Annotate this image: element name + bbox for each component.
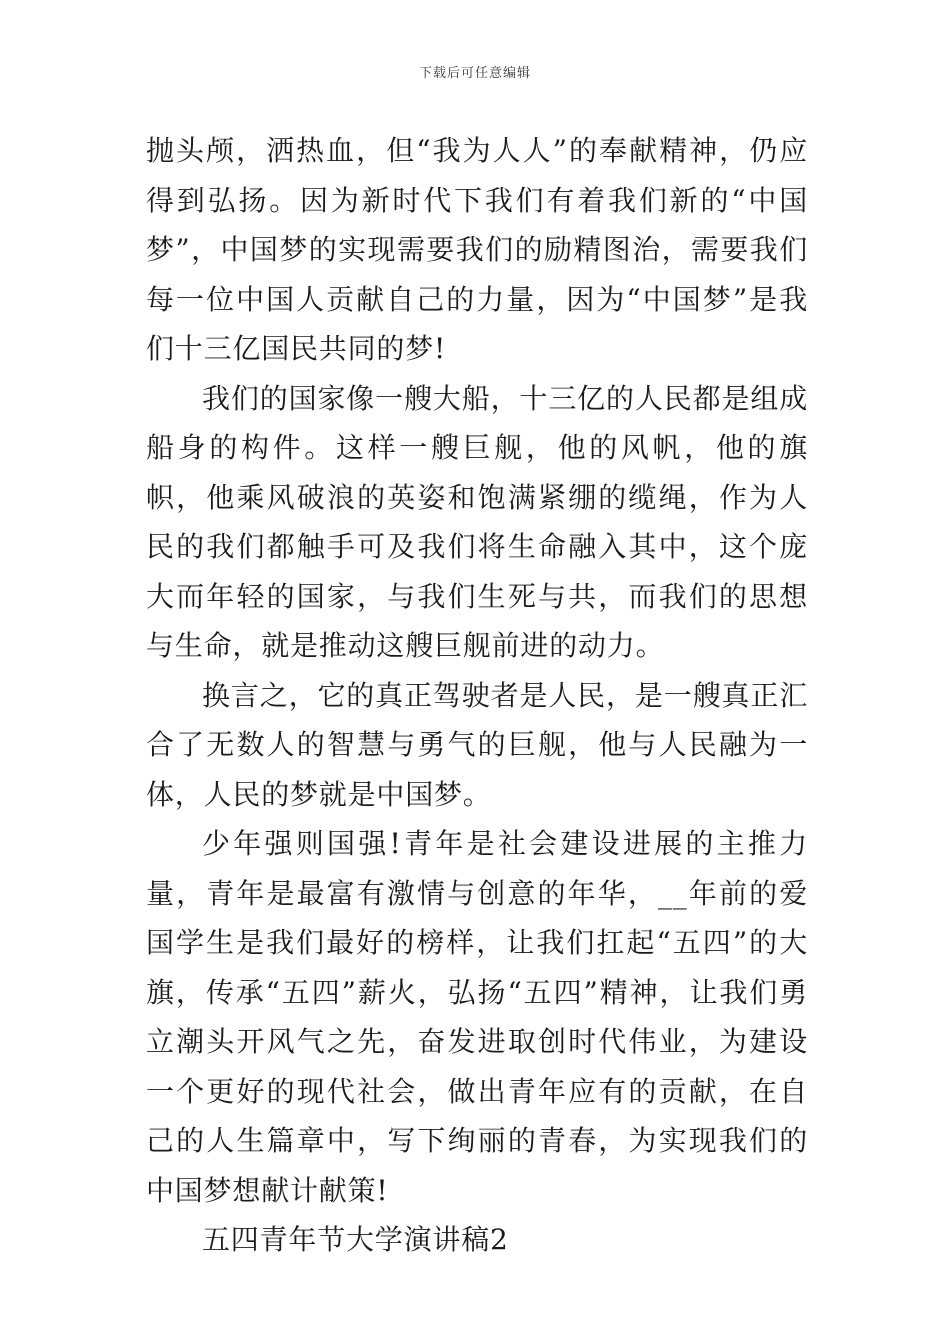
section-title: 五四青年节大学演讲稿2	[202, 1223, 509, 1256]
document-body	[146, 126, 808, 1265]
paragraph-ship-metaphor: 我们的国家像一艘大船，十三亿的人民都是组成船身的构件。这样一艘巨舰，他的风帆，他的旗帜，他乘风破浪的英姿和饱满紧绷的缆绳，作为人民的我们都触手可及我们将生命融入其中，这个庞大而年轻的国家，与我们生死与共，而我们的思想与生命，就是推动这艘巨舰前进的动力。	[146, 381, 808, 662]
page-header-note: 下载后可任意编辑	[418, 66, 531, 81]
paragraph-continuation: 抛头颅，洒热血，但“我为人人”的奉献精神，仍应得到弘扬。因为新时代下我们有着我们新的“中国梦”，中国梦的实现需要我们的励精图治，需要我们每一位中国人贡献自己的力量，因为“中国梦”是我们十三亿国民共同的梦!	[146, 134, 808, 365]
paragraph-youth-strong: 少年强则国强!青年是社会建设进展的主推力量，青年是最富有激情与创意的年华，__年前的爱国学生是我们最好的榜样，让我们扛起“五四”的大旗，传承“五四”薪火，弘扬“五四”精神，让我们勇立潮头开风气之先，奋发进取创时代伟业，为建设一个更好的现代社会，做出青年应有的贡献，在自己的人生篇章中，写下绚丽的青春，为实现我们的中国梦想献计献策!	[146, 827, 808, 1207]
paragraph-people-driver: 换言之，它的真正驾驶者是人民，是一艘真正汇合了无数人的智慧与勇气的巨舰，他与人民融为一体，人民的梦就是中国梦。	[146, 678, 808, 811]
